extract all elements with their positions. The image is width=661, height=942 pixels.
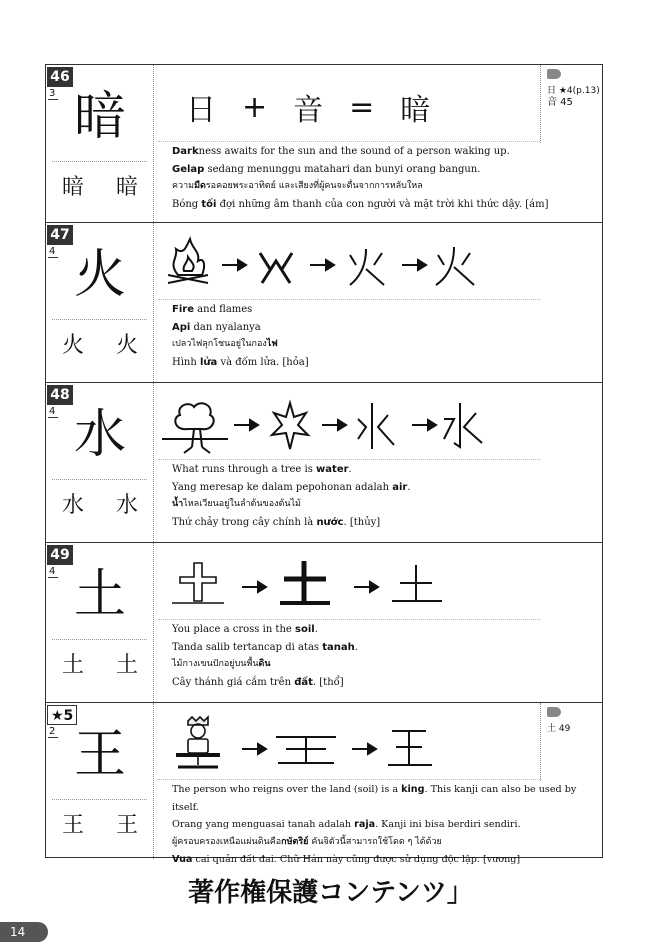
mnemonic-th: เปลวไฟลุกโชนอยู่ในกองไฟ (172, 339, 278, 349)
fire-strokes-icon (260, 253, 292, 283)
arrow-icon (354, 582, 378, 592)
equals-sign: = (349, 89, 375, 125)
kanji-variant-print: 土 (61, 653, 84, 678)
cross-outline-icon (172, 563, 224, 603)
reference-line: 日 ★4(p.13) (547, 86, 600, 96)
mnemonic-en: Darkness awaits for the sun and the sound of a person waking up. (172, 146, 510, 157)
kanji-variant-print: 水 (61, 493, 84, 518)
campfire-icon (168, 239, 208, 283)
kanji-entry-46 (46, 65, 602, 223)
arrow-icon (322, 420, 346, 430)
kanji-variant-hand: 暗 (115, 175, 138, 200)
pointing-hand-icon (547, 69, 561, 79)
reference-line: 土 49 (547, 724, 571, 734)
kanji-entry-star-5 (46, 703, 602, 865)
kanji-large: 火 (73, 245, 126, 305)
stroke-count: 4 (48, 246, 58, 258)
mnemonic-vi: Vua cai quản đất đai. Chữ Hán này cũng được sử dụng độc lập. [vương] (172, 854, 521, 865)
mnemonic-text (172, 621, 598, 691)
mnemonic-en: You place a cross in the soil. (172, 624, 318, 635)
plus-sign: + (242, 89, 268, 125)
water-drop-icon (272, 403, 308, 449)
mnemonic-en: What runs through a tree is water. (172, 464, 352, 475)
entry-number: 48 (47, 385, 73, 405)
mnemonic-vi: Cây thánh giá cắm trên đất. [thổ] (172, 676, 344, 688)
king-kanji-icon (388, 731, 432, 765)
stroke-count: 3 (48, 88, 58, 100)
entry-number: 46 (47, 67, 73, 87)
reference-panel (540, 65, 602, 143)
evolution-part: 日 (186, 93, 216, 128)
kanji-variants (46, 491, 154, 521)
kanji-large: 水 (73, 405, 126, 465)
mnemonic-vi: Hình lửa và đốm lửa. [hỏa] (172, 356, 309, 368)
arrow-icon (412, 420, 436, 430)
mnemonic-vi: Thứ chảy trong cây chính là nước. [thủy] (172, 516, 381, 528)
entry-number: ★5 (47, 705, 77, 725)
kanji-variant-hand: 火 (115, 333, 138, 358)
evolution-illustration (158, 555, 538, 615)
kanji-variants (46, 651, 154, 681)
kanji-variant-hand: 水 (115, 493, 138, 518)
fire-kanji-icon (436, 247, 474, 285)
arrow-icon (242, 582, 266, 592)
mnemonic-text (172, 781, 598, 869)
pointing-hand-icon (547, 707, 561, 717)
kanji-variant-print: 王 (61, 813, 84, 838)
mnemonic-id: Yang meresap ke dalam pepohonan adalah air. (172, 481, 411, 493)
mnemonic-id: Tanda salib tertancap di atas tanah. (172, 641, 358, 653)
kanji-variant-print: 暗 (61, 175, 84, 200)
entry-number: 49 (47, 545, 73, 565)
stroke-count: 4 (48, 566, 58, 578)
water-radical-icon (358, 403, 394, 449)
reference-line: 音 45 (547, 97, 573, 108)
mnemonic-text (172, 301, 598, 371)
evolution-part: 音 (293, 93, 324, 128)
kanji-variant-hand: 土 (115, 653, 138, 678)
kanji-entry-48 (46, 383, 602, 543)
king-symbol-icon (276, 737, 336, 763)
mnemonic-vi: Bóng tối đợi những âm thanh của con người và mặt trời khi thức dậy. [ám] (172, 198, 549, 210)
arrow-icon (310, 260, 334, 270)
mnemonic-text (172, 461, 598, 531)
page-number: 14 (0, 922, 48, 942)
arrow-icon (222, 260, 246, 270)
kanji-display (46, 703, 154, 859)
kanji-display (46, 543, 154, 702)
stroke-count: 4 (48, 406, 58, 418)
kanji-sheet (45, 64, 603, 865)
mnemonic-id: Orang yang menguasai tanah adalah raja. Kanji ini bisa berdiri sendiri. (172, 819, 521, 830)
mnemonic-th: ผู้ครอบครองเหนือแผ่นดินคือกษัตริย์ คันจิตัวนี้สามารถใช้โดด ๆ ได้ด้วย (172, 836, 442, 847)
kanji-display (46, 65, 154, 222)
mnemonic-id: Gelap sedang menunggu matahari dan bunyi orang bangun. (172, 163, 481, 175)
mnemonic-th: น้ำไหลเวียนอยู่ในลำต้นของต้นไม้ (172, 499, 301, 509)
fire-radical-icon (350, 249, 384, 285)
evolution-result: 暗 (400, 93, 431, 128)
kanji-variants (46, 811, 154, 841)
cross-solid-icon (280, 561, 330, 605)
reference-panel (540, 703, 602, 781)
arrow-icon (242, 744, 266, 754)
kanji-entry-49 (46, 543, 602, 703)
evolution-illustration (158, 715, 538, 775)
kanji-large: 王 (73, 725, 126, 785)
tree-icon (162, 403, 228, 453)
mnemonic-en: Fire and flames (172, 304, 253, 315)
soil-kanji-icon (392, 565, 442, 601)
kanji-variant-print: 火 (61, 333, 84, 358)
entry-number: 47 (47, 225, 73, 245)
mnemonic-th: ไม้กางเขนปักอยู่บนพื้นดิน (172, 659, 271, 669)
mnemonic-en: The person who reigns over the land (soil) is a king. This kanji can also be used by itself. (172, 784, 577, 813)
mnemonic-id: Api dan nyalanya (172, 321, 261, 333)
kanji-variants (46, 331, 154, 361)
arrow-icon (402, 260, 426, 270)
mnemonic-th: ความมืดรอคอยพระอาทิตย์ และเสียงที่ผู้คนจะตื่นจากการหลับใหล (172, 181, 423, 191)
kanji-entry-47 (46, 223, 602, 383)
kanji-variant-hand: 王 (115, 813, 138, 838)
kanji-display (46, 383, 154, 542)
kanji-display (46, 223, 154, 382)
kanji-variants (46, 173, 154, 203)
arrow-icon (234, 420, 258, 430)
stroke-count: 2 (48, 726, 58, 738)
mnemonic-text (172, 143, 598, 213)
kanji-large: 土 (73, 565, 126, 625)
water-kanji-icon (444, 403, 482, 447)
king-on-land-icon (176, 717, 220, 767)
kanji-large: 暗 (73, 87, 126, 147)
evolution-illustration (158, 77, 540, 137)
arrow-icon (352, 744, 376, 754)
evolution-illustration (158, 395, 538, 455)
copyright-notice: 著作権保護コンテンツ」 (188, 878, 473, 908)
evolution-illustration (158, 235, 538, 295)
